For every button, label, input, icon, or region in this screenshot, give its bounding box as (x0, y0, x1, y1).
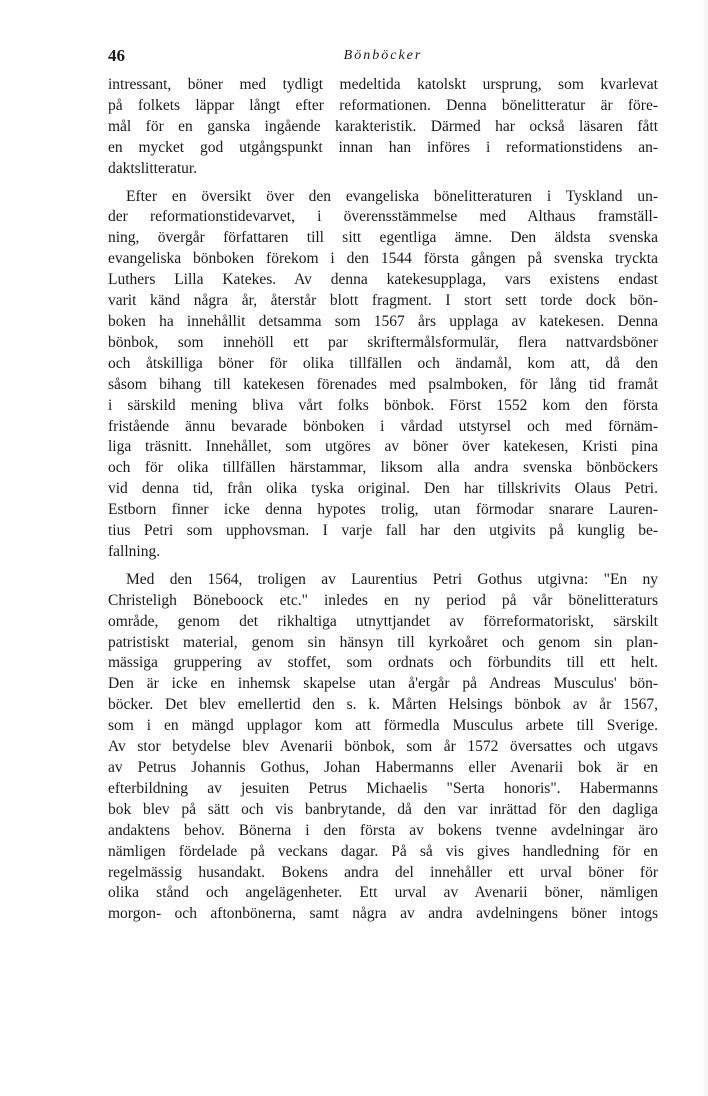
text-line: Efter en översikt över den evangeliska bönelitteraturen i Tyskland un- (126, 187, 658, 205)
text-line: fristående ännu bevarade bönboken i vårdad utstyrsel och med förnäm- (108, 417, 658, 435)
text-line: ning, övergår författaren till sitt egentliga ämne. Den äldsta svenska (108, 229, 658, 247)
text-line: på folkets läppar långt efter reformationen. Denna bönelitteratur är före- (108, 96, 658, 114)
page-edge-shadow (702, 0, 708, 1096)
running-head (108, 46, 658, 70)
text-line: liga träsnitt. Innehållet, som utgöres av böner över katekesen, Kristi pina (108, 438, 658, 456)
paragraph-3 (108, 570, 658, 925)
text-line: Luthers Lilla Katekes. Av denna katekesupplaga, vars existens endast (108, 271, 658, 289)
text-line: mål för en ganska ingående karakteristik. Därmed har också läsaren fått (108, 117, 658, 135)
text-line: nämligen fördelade på veckans dagar. På så vis gives handledning för en (108, 842, 658, 860)
text-line: Christeligh Böneboock etc." inledes en ny period på vår bönelitteraturs (108, 591, 658, 609)
text-line: morgon- och aftonbönerna, samt några av andra avdelningens böner intogs (108, 905, 658, 923)
text-line: område, genom det rikhaltiga utnyttjandet av förreformatoriskt, särskilt (108, 612, 658, 630)
text-line: intressant, böner med tydligt medeltida katolskt ursprung, som kvarlevat (108, 76, 658, 93)
text-line: vid denna tid, från olika tyska original. Den har tillskrivits Olaus Petri. (108, 480, 658, 498)
text-line: boken ha innehållit detsamma som 1567 års upplaga av katekesen. Denna (108, 312, 658, 330)
text-line: olika stånd och angelägenheter. Ett urval av Avenarii böner, nämligen (108, 884, 658, 902)
text-line: varit känd några år, återstår blott fragment. I stort sett torde dock bön- (108, 292, 658, 310)
text-line: såsom bihang till katekesen förenades med psalmboken, för lång tid framåt (108, 375, 658, 393)
text-line: Den är icke en inhemsk skapelse utan å'ergår på Andreas Musculus' bön- (108, 675, 658, 693)
running-title: Bönböcker (343, 48, 423, 63)
page-number: 46 (108, 46, 125, 65)
text-line: mässiga gruppering av stoffet, som ordnats och förbundits till ett helt. (108, 654, 658, 672)
text-line: patristiskt material, genom sin hänsyn till kyrkoåret och genom sin plan- (108, 633, 658, 651)
text-line: der reformationstidevarvet, i överensstämmelse med Althaus framställ- (108, 208, 658, 226)
text-line: Med den 1564, troligen av Laurentius Petri Gothus utgivna: "En ny (126, 570, 658, 588)
paragraph-1 (108, 75, 658, 180)
text-line: som i en mängd upplagor kom att förmedla Musculus arbete till Sverige. (108, 717, 658, 735)
text-line: regelmässig husandakt. Bokens andra del innehåller ett urval böner för (108, 863, 658, 881)
paragraph-2 (108, 187, 658, 563)
text-line: fallning. (108, 542, 161, 560)
text-line: bok blev på sätt och vis banbrytande, då den var inrättad för den dagliga (108, 800, 658, 818)
text-line: bönbok, som innehöll ett par skriftermålsformulär, flera nattvardsböner (108, 333, 658, 351)
text-line: Estborn finner icke denna hypotes trolig, utan förmodar snarare Lauren- (108, 501, 658, 519)
text-line: daktslitteratur. (108, 159, 198, 177)
text-line: och för olika tillfällen härstammar, liksom alla andra svenska bönböckers (108, 459, 658, 477)
text-line: andaktens behov. Bönerna i den första av bokens tvenne avdelningar äro (108, 821, 658, 839)
text-line: efterbildning av jesuiten Petrus Michaelis "Serta honoris". Habermanns (108, 779, 658, 797)
text-line: tius Petri som upphovsman. I varje fall har den utgivits på kunglig be- (108, 522, 658, 540)
text-line: och åtskilliga böner för olika tillfällen och ändamål, kom att, då den (108, 354, 658, 372)
text-line: en mycket god utgångspunkt innan han införes i reformationstidens an- (108, 138, 658, 156)
text-line: evangeliska bönboken förekom i den 1544 första gången på svenska tryckta (108, 250, 658, 268)
text-line: i särskild mening bliva vårt folks bönbok. Först 1552 kom den första (108, 396, 658, 414)
text-line: av Petrus Johannis Gothus, Johan Habermanns eller Avenarii bok är en (108, 759, 658, 776)
text-line: böcker. Det blev emellertid den s. k. Mårten Helsings bönbok av år 1567, (108, 696, 658, 714)
text-line: Av stor betydelse blev Avenarii bönbok, som år 1572 översattes och utgavs (108, 738, 658, 756)
body-text (108, 75, 658, 925)
